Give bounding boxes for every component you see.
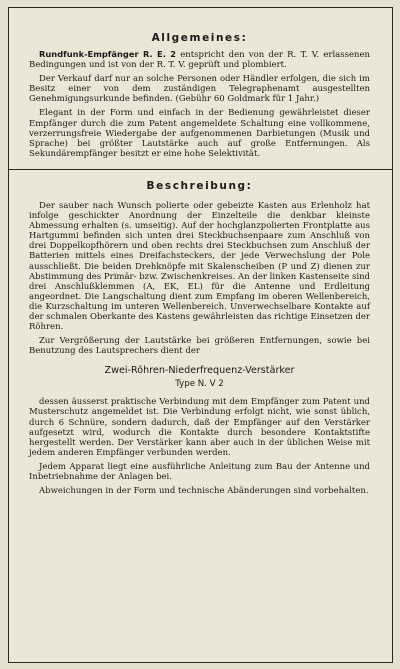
paragraph-product-approval: [29, 49, 370, 70]
heading-general: Allgemeines:: [151, 32, 248, 44]
paragraph-changes-reserved: Abweichungen in der Form und technische Abänderungen sind vorbehalten.: [39, 486, 369, 497]
product-approval-text: entspricht den von der R. T. V. erlassenen Bedingungen und ist von der R. T. V. geprüft und plombiert.: [29, 50, 370, 71]
amplifier-type: Type N. V 2: [175, 379, 224, 390]
amplifier-title: Zwei-Röhren-Niederfrequenz-Verstärker: [104, 365, 295, 377]
paragraph-case-description: Der sauber nach Wunsch polierte oder gebeizte Kasten aus Erlenholz hat infolge geschickter Anordnung der Einzelteile die denkbar kleinste Abmessung erhalten (s. umseitig). Auf der hochglanzpolierten Frontplatte aus Hartgummi befinden sich unten drei Steckbuchsenpaare zum Anschluß von drei Doppelkopfhörern und oben rechts drei Steckbuchsen zum Anschluß der Batterien mittels eines Dreifachsteckers, der jede Verwechslung der Pole ausschließt. Die beiden Drehknöpfe mit Skalenscheiben (P und Z) dienen zur Abstimmung des Primär- bzw. Zwischenkreises. An der linken Kastenseite sind drei Anschlußklemmen (A, EK, EL) für die Antenne und Erdleitung angeordnet. Die Langschaltung dient zum Empfang im oberen Wellenbereich, die Kurzschaltung im unteren Wellenbereich. Unverwechselbare Kontakte auf der schmalen Oberkante des Kastens gewährleisten das richtige Einsetzen der Röhren.: [29, 200, 370, 333]
product-name: Rundfunk-Empfänger R. E. 2: [39, 49, 177, 59]
paragraph-sales-restriction: Der Verkauf darf nur an solche Personen oder Händler erfolgen, die sich im Besitz einer von dem zuständigen Telegraphenamt ausgestellten Genehmigungsurkunde befinden. (Gebühr 60 Goldmark für 1 Jahr.): [29, 74, 370, 105]
paragraph-loudness-intro: Zur Vergrößerung der Lautstärke bei größeren Entfernungen, sowie bei Benutzung des Lautsprechers dient der: [29, 336, 370, 357]
heading-description: Beschreibung:: [146, 179, 253, 192]
paragraph-instructions: Jedem Apparat liegt eine ausführliche Anleitung zum Bau der Antenne und Inbetriebnahme der Anlagen bei.: [29, 461, 370, 482]
paragraph-features: Elegant in der Form und einfach in der Bedienung gewährleistet dieser Empfänger durch die zum Patent angemeldete Schaltung eine vollkommene, verzerrungsfreie Wiedergabe der aufgenommenen Darbietungen (Musik und Sprache) bei größter Lautstärke auch auf große Entfernungen. Als Sekundärempfänger besitzt er eine hohe Selektivität.: [29, 108, 370, 159]
section-divider: [9, 169, 392, 170]
paragraph-amplifier-connection: dessen äusserst praktische Verbindung mit dem Empfänger zum Patent und Musterschutz angemeldet ist. Die Verbindung erfolgt nicht, wie sonst üblich, durch 6 Schnüre, sondern dadurch, daß der Empfänger auf den Verstärker aufgesetzt wird, wodurch die Kontakte durch besondere Kontaktstifte hergestellt werden. Der Verstärker kann aber auch in der üblichen Weise mit jedem anderen Empfänger verbunden werden.: [29, 397, 370, 458]
bordered-text-frame: [8, 7, 393, 663]
